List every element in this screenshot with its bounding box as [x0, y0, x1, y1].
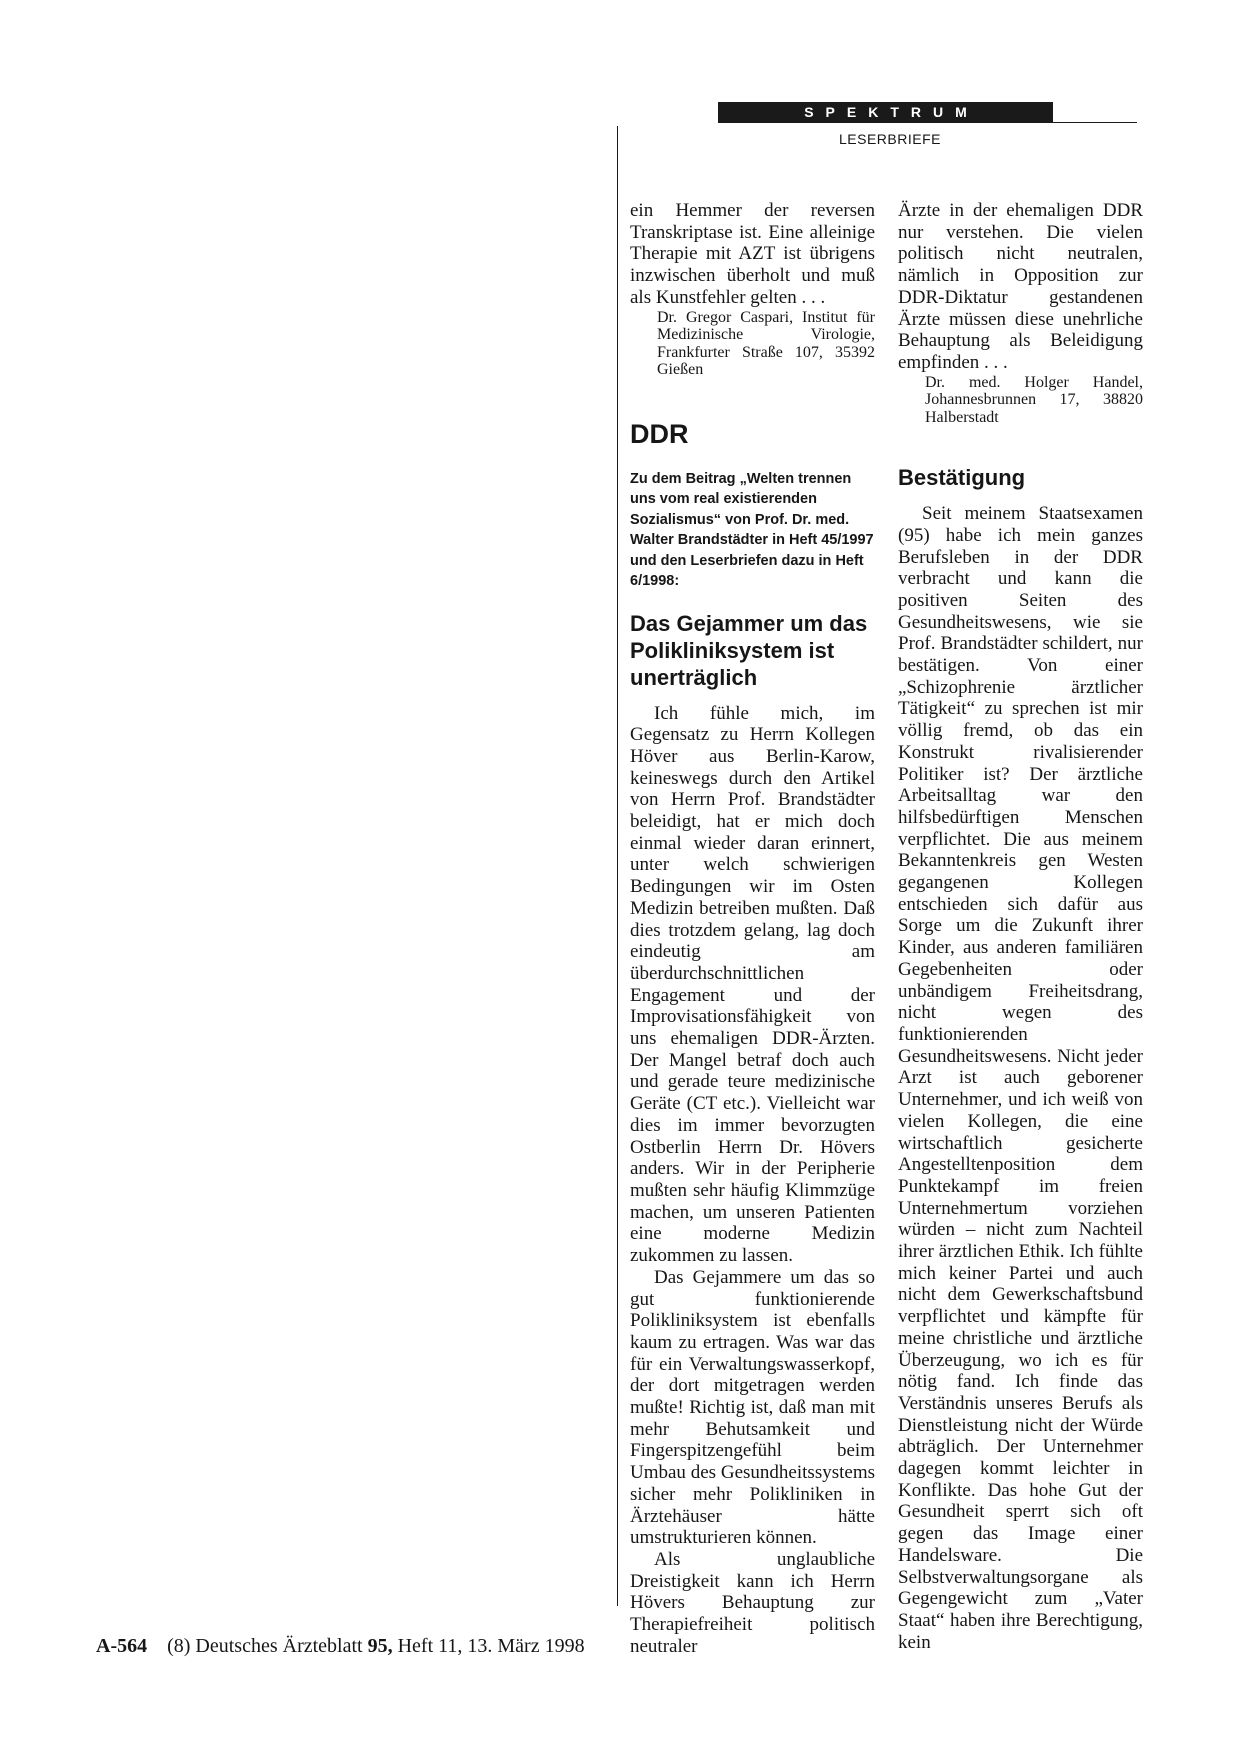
section-title: SPEKTRUM [804, 104, 979, 120]
letter-paragraph: Das Gejammere um das so gut funktionierende Polikliniksystem ist ebenfalls kaum zu ertragen. Was war das für ein Verwaltungswasserkopf, der dort mitgetragen werden mußte! Richtig ist, daß man mit mehr Behutsamkeit und Fingerspitzengefühl beim Umbau des Gesundheitssystems sicher mehr Polikliniken in Ärztehäuser hätte umstrukturieren können. [630, 1266, 875, 1549]
article-reference-intro: Zu dem Beitrag „Welten trennen uns vom real existierenden Sozialismus“ von Prof. Dr. med. Walter Brandstädter in Heft 45/1997 und den Leserbriefen dazu in Heft 6/1998: [630, 470, 874, 590]
section-header-bar [718, 102, 1053, 123]
letter-paragraph: Ich fühle mich, im Gegensatz zu Herrn Kollegen Höver aus Berlin-Karow, keineswegs durch den Artikel von Herrn Prof. Brandstädter beleidigt, hat er mich doch einmal wieder daran erinnert, unter welch schwierigen Bedingungen wir im Osten Medizin betreiben mußten. Daß dies trotzdem gelang, lag doch eindeutig am überdurchschnittlichen Engagement und der Improvisationsfähigkeit von uns ehemaligen DDR-Ärzten. Der Mangel betraf doch auch und gerade teure medizinische Geräte (CT etc.). Vielleicht war dies im immer bevorzugten Ostberlin Herrn Dr. Hövers anders. Wir in der Peripherie mußten sehr häufig Klimmzüge machen, um unseren Patienten eine moderne Medizin zukommen zu lassen. [630, 702, 875, 1267]
letter-signature: Dr. med. Holger Handel, Johannesbrunnen 17, 38820 Halberstadt [925, 373, 1143, 426]
column-rule [617, 126, 618, 1606]
continued-paragraph: Ärzte in der ehemaligen DDR nur verstehen. Die vielen politisch nicht neutralen, nämlich in Opposition zur DDR-Diktatur gestandenen Ärzte müssen diese unehrliche Behauptung als Beleidigung empfinden . . . [898, 200, 1143, 373]
header-rule [1053, 122, 1137, 123]
letter-headline: Bestätigung [898, 465, 1026, 491]
letter-headline: Das Gejammer um das Polikliniksystem ist unerträglich [630, 610, 868, 690]
topic-heading: DDR [630, 418, 689, 449]
page-number: A-564 [96, 1635, 148, 1657]
letter-signature: Dr. Gregor Caspari, Institut für Medizinische Virologie, Frankfurter Straße 107, 35392 Gießen [657, 308, 875, 379]
journal-name: (8) Deutsches Ärzteblatt [167, 1635, 363, 1657]
issue-date: Heft 11, 13. März 1998 [397, 1635, 585, 1657]
letter-paragraph: Seit meinem Staatsexamen (95) habe ich mein ganzes Berufsleben in der DDR verbracht und kann die positiven Seiten des Gesundheitswesens, wie sie Prof. Brandstädter schildert, nur bestätigen. Von einer „Schizophrenie ärztlicher Tätigkeit“ zu sprechen ist mir völlig fremd, ob das ein Konstrukt rivalisierender Politiker ist? Der ärztliche Arbeitsalltag war den hilfsbedürftigen Menschen verpflichtet. Die aus meinem Bekanntenkreis gen Westen gegangenen Kollegen entschieden sich dafür aus Sorge um die Zukunft ihrer Kinder, aus anderen familiären Gegebenheiten oder unbändigem Freiheitsdrang, nicht wegen des funktionierenden Gesundheitswesens. Nicht jeder Arzt ist auch geborener Unternehmer, und ich weiß von vielen Kollegen, die eine wirtschaftlich gesicherte Angestelltenposition dem Punktekampf im freien Unternehmertum vorziehen würden – nicht zum Nachteil ihrer ärztlichen Ethik. Ich fühlte mich keiner Partei und auch nicht dem Gewerkschaftsbund verpflichtet und kämpfte für meine christliche und ärztliche Überzeugung, wo ich es für nötig fand. Ich finde das Verständnis unseres Berufs als Dienstleistung nicht der Würde abträglich. Der Unternehmer dagegen kommt leichter in Konflikte. Das hohe Gut der Gesundheit sperrt sich oft gegen das Image einer Handelsware. Die Selbstverwaltungsorgane als Gegengewicht zum „Vater Staat“ haben ihre Berechtigung, kein [898, 503, 1143, 1653]
column-left [630, 200, 875, 1657]
letter-paragraph: Als unglaubliche Dreistigkeit kann ich Herrn Hövers Behauptung zur Therapiefreiheit politisch neutraler [630, 1548, 875, 1657]
continued-paragraph: ein Hemmer der reversen Transkriptase ist. Eine alleinige Therapie mit AZT ist übrigens inzwischen überholt und muß als Kunstfehler gelten . . . [630, 200, 875, 308]
volume-number: 95, [367, 1635, 393, 1657]
page-footer [96, 1635, 585, 1658]
column-right [898, 200, 1143, 1653]
subsection-label: LESERBRIEFE [839, 131, 941, 147]
